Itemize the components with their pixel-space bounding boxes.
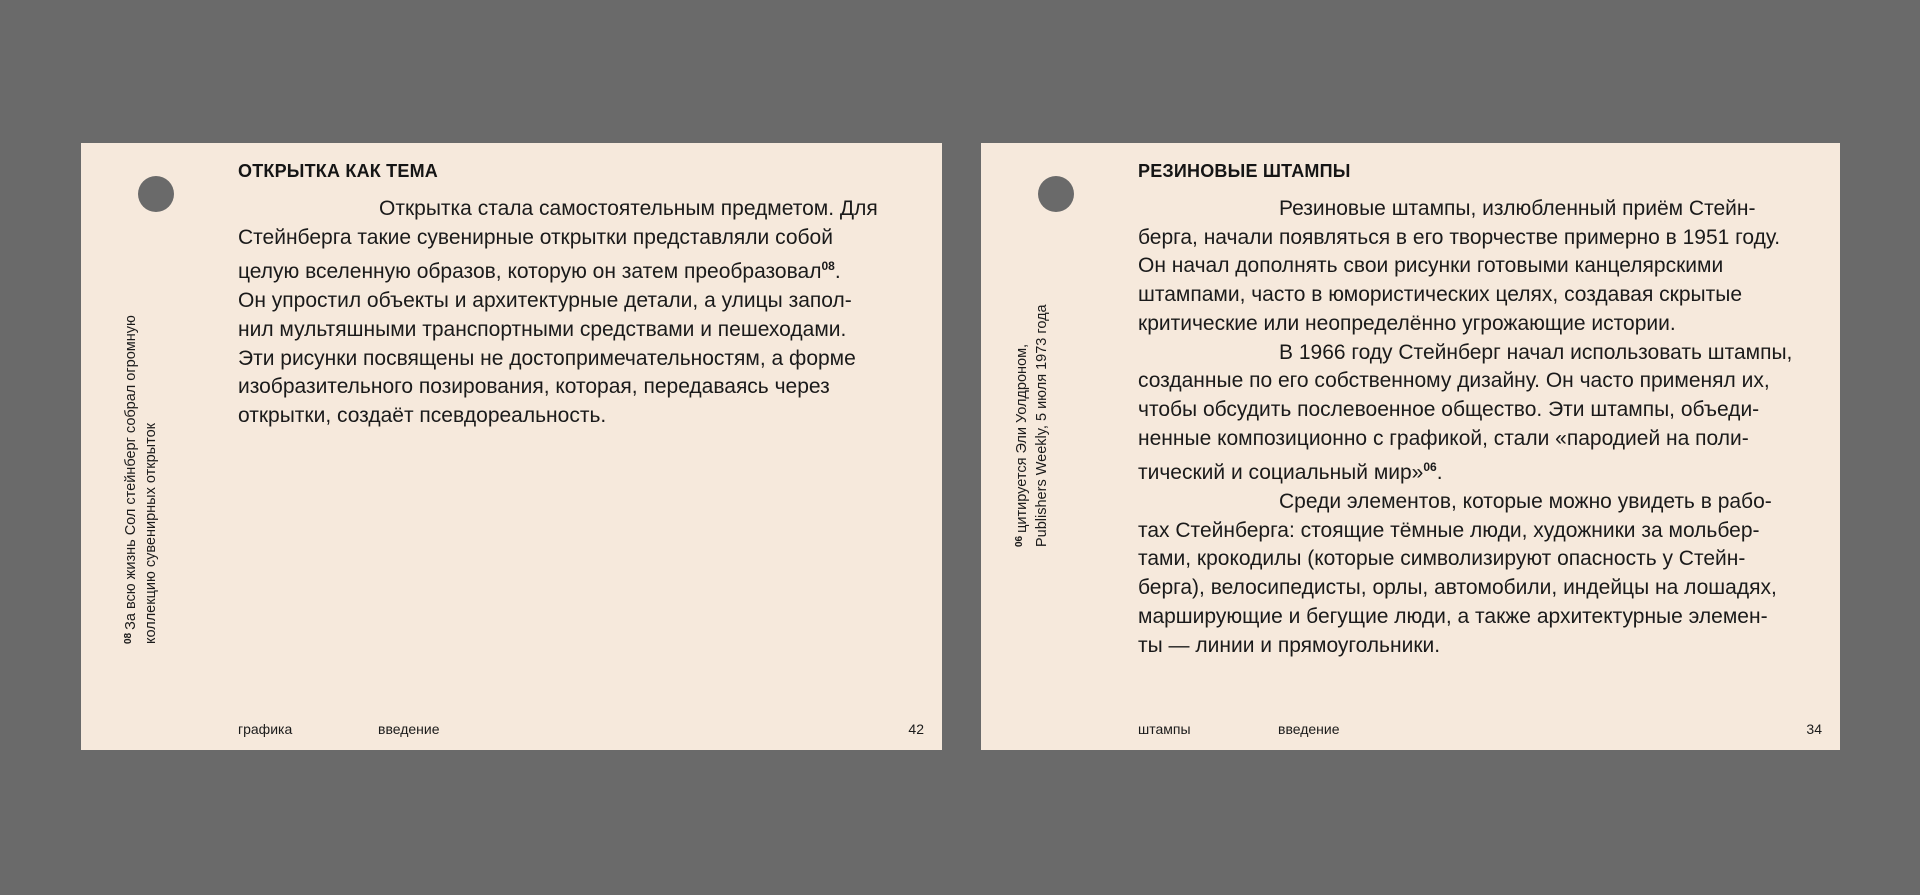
footer-chapter-label: введение xyxy=(1278,721,1340,737)
text-line: тами, крокодилы (которые символизируют опасность у Стейн- xyxy=(1138,547,1746,571)
text-line: созданные по его собственному дизайну. Он часто применял их, xyxy=(1138,369,1770,393)
footnote-line: За всю жизнь Сол стейнберг собрал огромную xyxy=(123,315,139,630)
footnote-marker: 08 xyxy=(123,632,134,644)
page-number: 42 xyxy=(908,721,924,737)
page-number: 34 xyxy=(1806,721,1822,737)
footnote xyxy=(1010,237,1050,547)
text-line: марширующие и бегущие люди, а также архитектурные элемен- xyxy=(1138,604,1768,628)
text-line: изобразительного позирования, которая, передаваясь через xyxy=(238,375,830,399)
text-line: В 1966 году Стейнберг начал использовать штампы, xyxy=(1279,340,1793,364)
paragraph xyxy=(1138,488,1828,660)
text-line: целую вселенную образов, которую он затем преобразовал$^{08}$. xyxy=(238,259,841,284)
text-line: ты — линии и прямоугольники. xyxy=(1138,633,1441,657)
section-title: РЕЗИНОВЫЕ ШТАМПЫ xyxy=(1138,161,1351,181)
text-line: Он упростил объекты и архитектурные детали, а улицы запол- xyxy=(238,289,852,313)
text-line: Среди элементов, которые можно увидеть в рабо- xyxy=(1279,490,1772,514)
footnote-line: коллекцию сувенирных открыток xyxy=(143,423,159,644)
footnote xyxy=(119,274,159,644)
text-line: тический и социальный мир»$^{06}$. xyxy=(1138,460,1443,485)
text-line: Открытка стала самостоятельным предметом. Для xyxy=(379,197,878,220)
text-line: Стейнберга такие сувенирные открытки представляли собой xyxy=(238,225,833,249)
text-line: чтобы обсудить послевоенное общество. Эти штампы, объеди- xyxy=(1138,397,1760,421)
text-line: нил мультяшными транспортными средствами и пешеходами. xyxy=(238,317,847,341)
footnote-marker: 06 xyxy=(1014,535,1025,547)
text-line: ненные композиционно с графикой, стали «пародией на поли- xyxy=(1138,426,1749,450)
paragraph xyxy=(1138,195,1828,339)
body-text xyxy=(1138,195,1828,660)
text-line: открытки, создаёт псевдореальность. xyxy=(238,403,607,427)
text-line: тах Стейнберга: стоящие тёмные люди, художники за мольбер- xyxy=(1138,518,1760,542)
text-line: берга, начали появляться в его творчестве примерно в 1951 году. xyxy=(1138,225,1781,249)
section-title: ОТКРЫТКА КАК ТЕМА xyxy=(238,161,438,181)
text-line: Эти рисунки посвящены не достопримечательностям, а форме xyxy=(238,346,856,370)
binding-hole xyxy=(1038,176,1074,212)
text-line: берга), велосипедисты, орлы, автомобили, индейцы на лошадях, xyxy=(1138,576,1777,600)
footnote-line: цитируется Эли Уолдроном, xyxy=(1014,343,1030,533)
footer-section-label: штампы xyxy=(1138,721,1191,737)
footnote-ref: 06 xyxy=(1423,460,1437,475)
footer-chapter-label: введение xyxy=(378,721,440,737)
footer-section-label: графика xyxy=(238,721,293,737)
text-line: штампами, часто в юмористических целях, создавая скрытые xyxy=(1138,283,1743,307)
text-line: критические или неопределённо угрожающие истории. xyxy=(1138,311,1676,335)
binding-hole xyxy=(138,176,174,212)
paragraph xyxy=(1138,339,1828,489)
footnote-line: Publishers Weekly, 5 июля 1973 года xyxy=(1034,304,1050,547)
text-line: Он начал дополнять свои рисунки готовыми канцелярскими xyxy=(1138,254,1724,278)
paragraph xyxy=(238,195,928,431)
body-text xyxy=(238,195,928,431)
book-page-right xyxy=(981,143,1840,750)
book-page-left xyxy=(81,143,942,750)
footnote-ref: 08 xyxy=(821,259,835,274)
text-line: Резиновые штампы, излюбленный приём Стейн- xyxy=(1279,197,1756,220)
